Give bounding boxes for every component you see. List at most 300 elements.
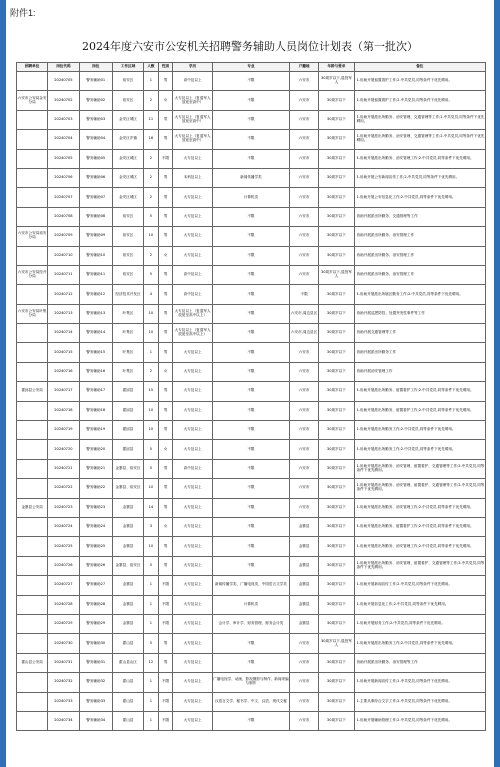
cell-note: 1.协助开展派出所勤务、留置看护工作;2.中共党员,同等条件下优先聘用。 bbox=[354, 382, 485, 401]
cell-age: 30周岁以下 bbox=[319, 382, 354, 401]
cell-major: 不限 bbox=[212, 556, 289, 575]
cell-area: 霍邱县 bbox=[112, 382, 143, 401]
cell-num: 2 bbox=[144, 188, 159, 207]
cell-edu: 大专及以上（复退军人放宽至高中） bbox=[173, 130, 213, 149]
table-row bbox=[17, 130, 486, 149]
table-row bbox=[17, 556, 486, 575]
cell-age: 30周岁以下,退役军人 bbox=[319, 265, 354, 284]
cell-area: 霍邱县 bbox=[112, 401, 143, 420]
table-row bbox=[17, 324, 486, 343]
cell-sex: 不限 bbox=[158, 673, 173, 692]
cell-code: 20240705 bbox=[48, 149, 79, 168]
cell-age: 30周岁以下 bbox=[319, 227, 354, 246]
cell-unit bbox=[17, 401, 48, 420]
cell-post: 警务辅助24 bbox=[79, 517, 112, 536]
cell-num: 10 bbox=[144, 421, 159, 440]
cell-unit bbox=[17, 168, 48, 187]
cell-huji: 六安市 bbox=[290, 459, 319, 478]
cell-area: 裕安区 bbox=[112, 227, 143, 246]
cell-major: 不限 bbox=[212, 517, 289, 536]
cell-age: 30周岁以下 bbox=[319, 130, 354, 149]
cell-code: 20240726 bbox=[48, 556, 79, 575]
cell-unit bbox=[17, 246, 48, 265]
cell-age: 30周岁以下 bbox=[319, 246, 354, 265]
cell-area: 经济技术开发区 bbox=[112, 285, 143, 304]
cell-major: 不限 bbox=[212, 227, 289, 246]
cell-edu: 高中及以上 bbox=[173, 72, 213, 91]
cell-post: 警务辅助27 bbox=[79, 576, 112, 595]
cell-post: 警务辅助15 bbox=[79, 343, 112, 362]
cell-area: 霍山县 bbox=[112, 673, 143, 692]
cell-edu: 高中及以上 bbox=[173, 285, 213, 304]
cell-major: 广播电视学、动画、影视摄影与制作、新闻采编与制作 bbox=[212, 673, 289, 692]
cell-area: 裕安区 bbox=[112, 72, 143, 91]
cell-major: 不限 bbox=[212, 91, 289, 110]
cell-age: 30周岁以下 bbox=[319, 595, 354, 614]
cell-note: 协助开展派出所勤务工作 bbox=[354, 343, 485, 362]
cell-sex: 男 bbox=[158, 479, 173, 498]
cell-area: 金寨县、裕安区 bbox=[112, 479, 143, 498]
table-row bbox=[17, 576, 486, 595]
cell-note: 1.协助开展派出所勤务、治安管理、留置看护、交通管理等工作;2.中共党员,同等条件下优先聘用。 bbox=[354, 556, 485, 575]
cell-sex: 女 bbox=[158, 91, 173, 110]
cell-huji: 六安市 bbox=[290, 634, 319, 653]
cell-sex: 女 bbox=[158, 246, 173, 265]
cell-num: 5 bbox=[144, 265, 159, 284]
cell-code: 20240715 bbox=[48, 343, 79, 362]
cell-huji: 六安市 bbox=[290, 130, 319, 149]
cell-edu: 大专及以上 bbox=[173, 479, 213, 498]
cell-age: 30周岁以下 bbox=[319, 576, 354, 595]
cell-code: 20240702 bbox=[48, 91, 79, 110]
cell-area: 金寨县 bbox=[112, 576, 143, 595]
cell-area: 金寨县、裕安区 bbox=[112, 556, 143, 575]
cell-edu: 大专及以上 bbox=[173, 401, 213, 420]
table-row bbox=[17, 285, 486, 304]
cell-unit: 六安市公安局叶集分局 bbox=[17, 304, 48, 323]
table-row bbox=[17, 517, 486, 536]
cell-sex: 男 bbox=[158, 382, 173, 401]
cell-huji: 金寨县 bbox=[290, 556, 319, 575]
cell-note: 1.协助开展信息化工作;2.中共党员,同等条件下优先聘用。 bbox=[354, 595, 485, 614]
cell-unit bbox=[17, 362, 48, 381]
cell-num: 10 bbox=[144, 401, 159, 420]
cell-note: 协助开展派出所勤务、治安管理等工作 bbox=[354, 653, 485, 672]
cell-note: 1.协助开展派出所勤务、治安管理、留置看护、交通管理等工作;2.中共党员,同等条件下优先聘用。 bbox=[354, 479, 485, 498]
cell-major: 不限 bbox=[212, 246, 289, 265]
cell-huji: 六安市 bbox=[290, 498, 319, 517]
cell-note: 1.协助开展派出所勤务、治安管理工作;2.中共党员,同等条件下优先聘用。 bbox=[354, 149, 485, 168]
cell-num: 1 bbox=[144, 711, 159, 730]
cell-num: 2 bbox=[144, 91, 159, 110]
cell-post: 警务辅助04 bbox=[79, 130, 112, 149]
cell-age: 30周岁以下 bbox=[319, 168, 354, 187]
cell-edu: 大专及以上 bbox=[173, 362, 213, 381]
cell-post: 警务辅助05 bbox=[79, 149, 112, 168]
cell-age: 30周岁以下 bbox=[319, 91, 354, 110]
cell-unit bbox=[17, 72, 48, 91]
cell-unit bbox=[17, 421, 48, 440]
cell-major: 不限 bbox=[212, 362, 289, 381]
cell-num: 5 bbox=[144, 459, 159, 478]
cell-major: 会计学、审计学、财务管理、财务会计类 bbox=[212, 614, 289, 633]
cell-code: 20240714 bbox=[48, 324, 79, 343]
attachment-label: 附件1: bbox=[10, 8, 36, 18]
cell-age: 30周岁以下 bbox=[319, 653, 354, 672]
cell-post: 警务辅助10 bbox=[79, 246, 112, 265]
cell-num: 4 bbox=[144, 285, 159, 304]
cell-unit bbox=[17, 576, 48, 595]
cell-code: 20240720 bbox=[48, 440, 79, 459]
cell-area: 叶集区 bbox=[112, 324, 143, 343]
cell-edu: 大专及以上 bbox=[173, 595, 213, 614]
cell-num: 1 bbox=[144, 614, 159, 633]
cell-unit bbox=[17, 440, 48, 459]
cell-edu: 高中及以上 bbox=[173, 459, 213, 478]
cell-huji: 六安市 bbox=[290, 188, 319, 207]
cell-sex: 男 bbox=[158, 227, 173, 246]
cell-unit bbox=[17, 711, 48, 730]
table-row bbox=[17, 343, 486, 362]
table-row bbox=[17, 479, 486, 498]
cell-num: 10 bbox=[144, 537, 159, 556]
cell-major: 新闻传播学类、广播电视类、中国语言文学类 bbox=[212, 576, 289, 595]
cell-major: 不限 bbox=[212, 285, 289, 304]
cell-code: 20240706 bbox=[48, 168, 79, 187]
cell-area: 金寨县 bbox=[112, 595, 143, 614]
cell-code: 20240728 bbox=[48, 595, 79, 614]
table-row bbox=[17, 711, 486, 730]
table-row bbox=[17, 459, 486, 478]
cell-sex: 男 bbox=[158, 634, 173, 653]
cell-code: 20240708 bbox=[48, 207, 79, 226]
page-frame-right bbox=[494, 0, 500, 767]
cell-huji: 六安市 bbox=[290, 265, 319, 284]
cell-area: 金寨县 bbox=[112, 614, 143, 633]
cell-sex: 不限 bbox=[158, 149, 173, 168]
cell-note: 1.协助开展派出所勤务、治安管理工作;2.中共党员,同等条件下优先聘用。 bbox=[354, 537, 485, 556]
cell-age: 30周岁以下 bbox=[319, 343, 354, 362]
col-code: 岗位代码 bbox=[48, 63, 79, 72]
cell-edu: 大专及以上 bbox=[173, 188, 213, 207]
cell-area: 裕安区 bbox=[112, 265, 143, 284]
cell-unit: 金寨县公安局 bbox=[17, 498, 48, 517]
cell-post: 警务辅助20 bbox=[79, 440, 112, 459]
table-row bbox=[17, 537, 486, 556]
cell-major: 不限 bbox=[212, 343, 289, 362]
cell-unit: 霍邱县公安局 bbox=[17, 382, 48, 401]
cell-note: 协助开展派出所勤务、治安管理工作 bbox=[354, 246, 485, 265]
cell-note: 1.协助开展新闻宣传工作;2.中共党员,同等条件下优先聘用。 bbox=[354, 576, 485, 595]
cell-sex: 男 bbox=[158, 421, 173, 440]
table-row bbox=[17, 382, 486, 401]
cell-code: 20240705 bbox=[48, 72, 79, 91]
cell-area: 裕安区 bbox=[112, 207, 143, 226]
cell-edu: 大专及以上 bbox=[173, 614, 213, 633]
cell-edu: 大专及以上 bbox=[173, 207, 213, 226]
cell-post: 警务辅助11 bbox=[79, 265, 112, 284]
cell-note: 1.协助开展派出所勤务、留置看护工作;2.中共党员,同等条件下优先聘用。 bbox=[354, 517, 485, 536]
cell-post: 警务辅助28 bbox=[79, 595, 112, 614]
cell-unit bbox=[17, 343, 48, 362]
cell-num: 3 bbox=[144, 517, 159, 536]
cell-edu: 高中及以上 bbox=[173, 265, 213, 284]
cell-age: 30周岁以下 bbox=[319, 324, 354, 343]
cell-area: 霍山县 bbox=[112, 711, 143, 730]
cell-unit bbox=[17, 595, 48, 614]
cell-post: 警务辅助08 bbox=[79, 207, 112, 226]
cell-unit bbox=[17, 188, 48, 207]
cell-unit: 六安市公安局金安分局 bbox=[17, 91, 48, 110]
document-title: 2024年度六安市公安机关招聘警务辅助人员岗位计划表（第一批次） bbox=[82, 40, 418, 53]
cell-num: 1 bbox=[144, 343, 159, 362]
cell-major: 不限 bbox=[212, 459, 289, 478]
cell-huji: 六安市 bbox=[290, 711, 319, 730]
cell-huji: 六安市 bbox=[290, 673, 319, 692]
cell-huji: 不限 bbox=[290, 285, 319, 304]
cell-age: 30周岁以下 bbox=[319, 479, 354, 498]
cell-area: 金寨县 bbox=[112, 517, 143, 536]
cell-age: 30周岁以下 bbox=[319, 673, 354, 692]
cell-num: 5 bbox=[144, 634, 159, 653]
cell-sex: 男 bbox=[158, 653, 173, 672]
cell-edu: 大专及以上 bbox=[173, 246, 213, 265]
cell-post: 警务辅助29 bbox=[79, 614, 112, 633]
table-row bbox=[17, 207, 486, 226]
table-row bbox=[17, 653, 486, 672]
cell-age: 30周岁以下 bbox=[319, 304, 354, 323]
cell-edu: 大专及以上 bbox=[173, 421, 213, 440]
cell-num: 2 bbox=[144, 246, 159, 265]
cell-code: 20240718 bbox=[48, 401, 79, 420]
cell-huji: 六安市 bbox=[290, 149, 319, 168]
cell-note: 协助开展派出所勤务、交通管理等工作 bbox=[354, 207, 485, 226]
cell-sex: 男 bbox=[158, 324, 173, 343]
table-row bbox=[17, 421, 486, 440]
cell-post: 警务辅助06 bbox=[79, 168, 112, 187]
cell-area: 金寨县、裕安区 bbox=[112, 459, 143, 478]
cell-edu: 大专及以上（复退军人放宽至高中以上） bbox=[173, 304, 213, 323]
cell-area: 金安区城区 bbox=[112, 168, 143, 187]
col-note: 备注 bbox=[354, 63, 485, 72]
cell-huji: 六安市 bbox=[290, 168, 319, 187]
cell-huji: 金寨县 bbox=[290, 537, 319, 556]
cell-note: 协助开展交通管理等工作 bbox=[354, 324, 485, 343]
cell-huji: 六安市 bbox=[290, 110, 319, 129]
cell-major: 不限 bbox=[212, 401, 289, 420]
cell-code: 20240733 bbox=[48, 692, 79, 711]
cell-edu: 大专及以上（复退军人放宽至高中以上） bbox=[173, 324, 213, 343]
cell-major: 不限 bbox=[212, 72, 289, 91]
col-post: 岗位 bbox=[79, 63, 112, 72]
cell-post: 警务辅助03 bbox=[79, 110, 112, 129]
table-row bbox=[17, 304, 486, 323]
cell-edu: 大专及以上 bbox=[173, 149, 213, 168]
cell-edu: 大专及以上 bbox=[173, 537, 213, 556]
table-row bbox=[17, 401, 486, 420]
cell-sex: 男 bbox=[158, 207, 173, 226]
cell-edu: 大专及以上 bbox=[173, 576, 213, 595]
cell-age: 30周岁以下 bbox=[319, 401, 354, 420]
table-row bbox=[17, 246, 486, 265]
col-edu: 学历 bbox=[173, 63, 213, 72]
table-row bbox=[17, 265, 486, 284]
cell-code: 20240724 bbox=[48, 517, 79, 536]
cell-num: 1 bbox=[144, 673, 159, 692]
cell-note: 1.协助开展公安信息化工作;2.中共党员,同等条件下优先聘用。 bbox=[354, 188, 485, 207]
cell-sex: 男 bbox=[158, 188, 173, 207]
cell-sex: 男 bbox=[158, 130, 173, 149]
cell-huji: 六安市 bbox=[290, 91, 319, 110]
cell-sex: 男 bbox=[158, 168, 173, 187]
cell-note: 1.主要从事综合文字工作;2.中共党员,同等条件下优先聘用。 bbox=[354, 692, 485, 711]
cell-note: 1.协助开展派出所勤务、治安管理、交通管理等工作;2.中共党员,同等条件下优先聘用。 bbox=[354, 130, 485, 149]
cell-major: 不限 bbox=[212, 207, 289, 226]
cell-age: 30周岁以下 bbox=[319, 285, 354, 304]
col-sex: 性别 bbox=[158, 63, 173, 72]
cell-sex: 不限 bbox=[158, 692, 173, 711]
cell-num: 2 bbox=[144, 149, 159, 168]
table-row bbox=[17, 614, 486, 633]
cell-edu: 大专及以上 bbox=[173, 653, 213, 672]
cell-post: 警务辅助25 bbox=[79, 537, 112, 556]
cell-unit: 六安市公安局经开分局 bbox=[17, 265, 48, 284]
table-row bbox=[17, 673, 486, 692]
cell-code: 20240721 bbox=[48, 459, 79, 478]
cell-unit bbox=[17, 634, 48, 653]
cell-code: 20240732 bbox=[48, 673, 79, 692]
cell-age: 30周岁以下 bbox=[319, 149, 354, 168]
cell-num: 16 bbox=[144, 130, 159, 149]
cell-edu: 大专及以上 bbox=[173, 711, 213, 730]
cell-huji: 六安市 bbox=[290, 246, 319, 265]
cell-huji: 六安市 bbox=[290, 421, 319, 440]
col-major: 专业 bbox=[212, 63, 289, 72]
cell-major: 不限 bbox=[212, 537, 289, 556]
cell-note: 1.协助开展派出所辖区勤务工作;2.中共党员,同等条件下优先聘用。 bbox=[354, 285, 485, 304]
col-age: 年龄与要求 bbox=[319, 63, 354, 72]
table-row bbox=[17, 634, 486, 653]
cell-unit bbox=[17, 149, 48, 168]
cell-age: 30周岁以下 bbox=[319, 537, 354, 556]
cell-major: 计算机类 bbox=[212, 595, 289, 614]
cell-num: 2 bbox=[144, 362, 159, 381]
cell-code: 20240727 bbox=[48, 576, 79, 595]
cell-num: 1 bbox=[144, 576, 159, 595]
cell-note: 1.协助开展派出所勤务工作;2.中共党员,同等条件下优先聘用。 bbox=[354, 421, 485, 440]
cell-unit: 霍山县公安局 bbox=[17, 653, 48, 672]
col-area: 工作区域 bbox=[112, 63, 143, 72]
cell-age: 30周岁以下 bbox=[319, 459, 354, 478]
cell-note: 1.协助开展派出所勤务工作;2.中共党员,同等条件下优先聘用。 bbox=[354, 440, 485, 459]
cell-note: 1.协助开展财务工作;2.中共党员,同等条件下优先聘用。 bbox=[354, 614, 485, 633]
cell-note: 协助开展派出所勤务、治安管理工作 bbox=[354, 227, 485, 246]
cell-code: 20240710 bbox=[48, 246, 79, 265]
cell-sex: 男 bbox=[158, 537, 173, 556]
cell-code: 20240723 bbox=[48, 498, 79, 517]
cell-post: 警务辅助33 bbox=[79, 692, 112, 711]
table-row bbox=[17, 149, 486, 168]
cell-note: 1.协助开展留置看护工作;2.中共党员,同等条件下优先聘用。 bbox=[354, 72, 485, 91]
cell-edu: 本科及以上 bbox=[173, 168, 213, 187]
cell-age: 30周岁以下 bbox=[319, 692, 354, 711]
cell-post: 警务辅助19 bbox=[79, 421, 112, 440]
col-huji: 户籍地 bbox=[290, 63, 319, 72]
cell-num: 10 bbox=[144, 479, 159, 498]
cell-area: 金安区城区 bbox=[112, 188, 143, 207]
cell-huji: 六安市 bbox=[290, 72, 319, 91]
cell-code: 20240722 bbox=[48, 479, 79, 498]
cell-age: 30周岁以下 bbox=[319, 711, 354, 730]
cell-edu: 大专及以上 bbox=[173, 673, 213, 692]
cell-post: 警务辅助31 bbox=[79, 653, 112, 672]
cell-age: 30周岁以下 bbox=[319, 188, 354, 207]
cell-major: 不限 bbox=[212, 265, 289, 284]
cell-code: 20240713 bbox=[48, 304, 79, 323]
cell-major: 不限 bbox=[212, 498, 289, 517]
cell-major: 不限 bbox=[212, 634, 289, 653]
table-row bbox=[17, 168, 486, 187]
cell-edu: 大专及以上 bbox=[173, 517, 213, 536]
cell-sex: 不限 bbox=[158, 614, 173, 633]
cell-post: 警务辅助17 bbox=[79, 382, 112, 401]
cell-area: 叶集区 bbox=[112, 362, 143, 381]
cell-edu: 大专及以上 bbox=[173, 692, 213, 711]
cell-num: 10 bbox=[144, 304, 159, 323]
cell-huji: 六安市,周边县区 bbox=[290, 324, 319, 343]
cell-note: 协助开展巡逻防控、处置突发性事件等工作 bbox=[354, 304, 485, 323]
cell-num: 14 bbox=[144, 498, 159, 517]
cell-num: 1 bbox=[144, 692, 159, 711]
cell-edu: 大专及以上 bbox=[173, 634, 213, 653]
cell-post: 警务辅助13 bbox=[79, 304, 112, 323]
cell-major: 不限 bbox=[212, 130, 289, 149]
table-row bbox=[17, 498, 486, 517]
table-row bbox=[17, 188, 486, 207]
cell-code: 20240719 bbox=[48, 421, 79, 440]
cell-post: 警务辅助32 bbox=[79, 673, 112, 692]
cell-sex: 男 bbox=[158, 459, 173, 478]
cell-age: 30周岁以下 bbox=[319, 517, 354, 536]
cell-age: 30周岁以下 bbox=[319, 498, 354, 517]
cell-num: 5 bbox=[144, 556, 159, 575]
cell-major: 汉语言文学、秘书学、中文、汉语、现代文秘 bbox=[212, 692, 289, 711]
cell-post: 警务辅助30 bbox=[79, 634, 112, 653]
cell-huji: 六安市 bbox=[290, 401, 319, 420]
cell-sex: 不限 bbox=[158, 711, 173, 730]
cell-note: 1.协助开展留置看护工作;2.中共党员,同等条件下优先聘用。 bbox=[354, 91, 485, 110]
cell-post: 警务辅助21 bbox=[79, 459, 112, 478]
table-row bbox=[17, 91, 486, 110]
cell-age: 30周岁以下 bbox=[319, 207, 354, 226]
cell-huji: 金寨县 bbox=[290, 576, 319, 595]
cell-post: 警务辅助07 bbox=[79, 188, 112, 207]
cell-note: 协助开展派出所勤务、治安管理工作 bbox=[354, 265, 485, 284]
cell-major: 不限 bbox=[212, 711, 289, 730]
col-num: 人数 bbox=[144, 63, 159, 72]
cell-edu: 大专及以上 bbox=[173, 343, 213, 362]
cell-unit bbox=[17, 556, 48, 575]
cell-huji: 六安市 bbox=[290, 440, 319, 459]
cell-num: 2 bbox=[144, 168, 159, 187]
cell-area: 霍山县山区 bbox=[112, 653, 143, 672]
cell-post: 警务辅助01 bbox=[79, 72, 112, 91]
cell-post: 警务辅助18 bbox=[79, 401, 112, 420]
cell-post: 警务辅助34 bbox=[79, 711, 112, 730]
cell-num: 5 bbox=[144, 207, 159, 226]
cell-unit: 六安市公安局裕安分局 bbox=[17, 227, 48, 246]
table-row bbox=[17, 227, 486, 246]
